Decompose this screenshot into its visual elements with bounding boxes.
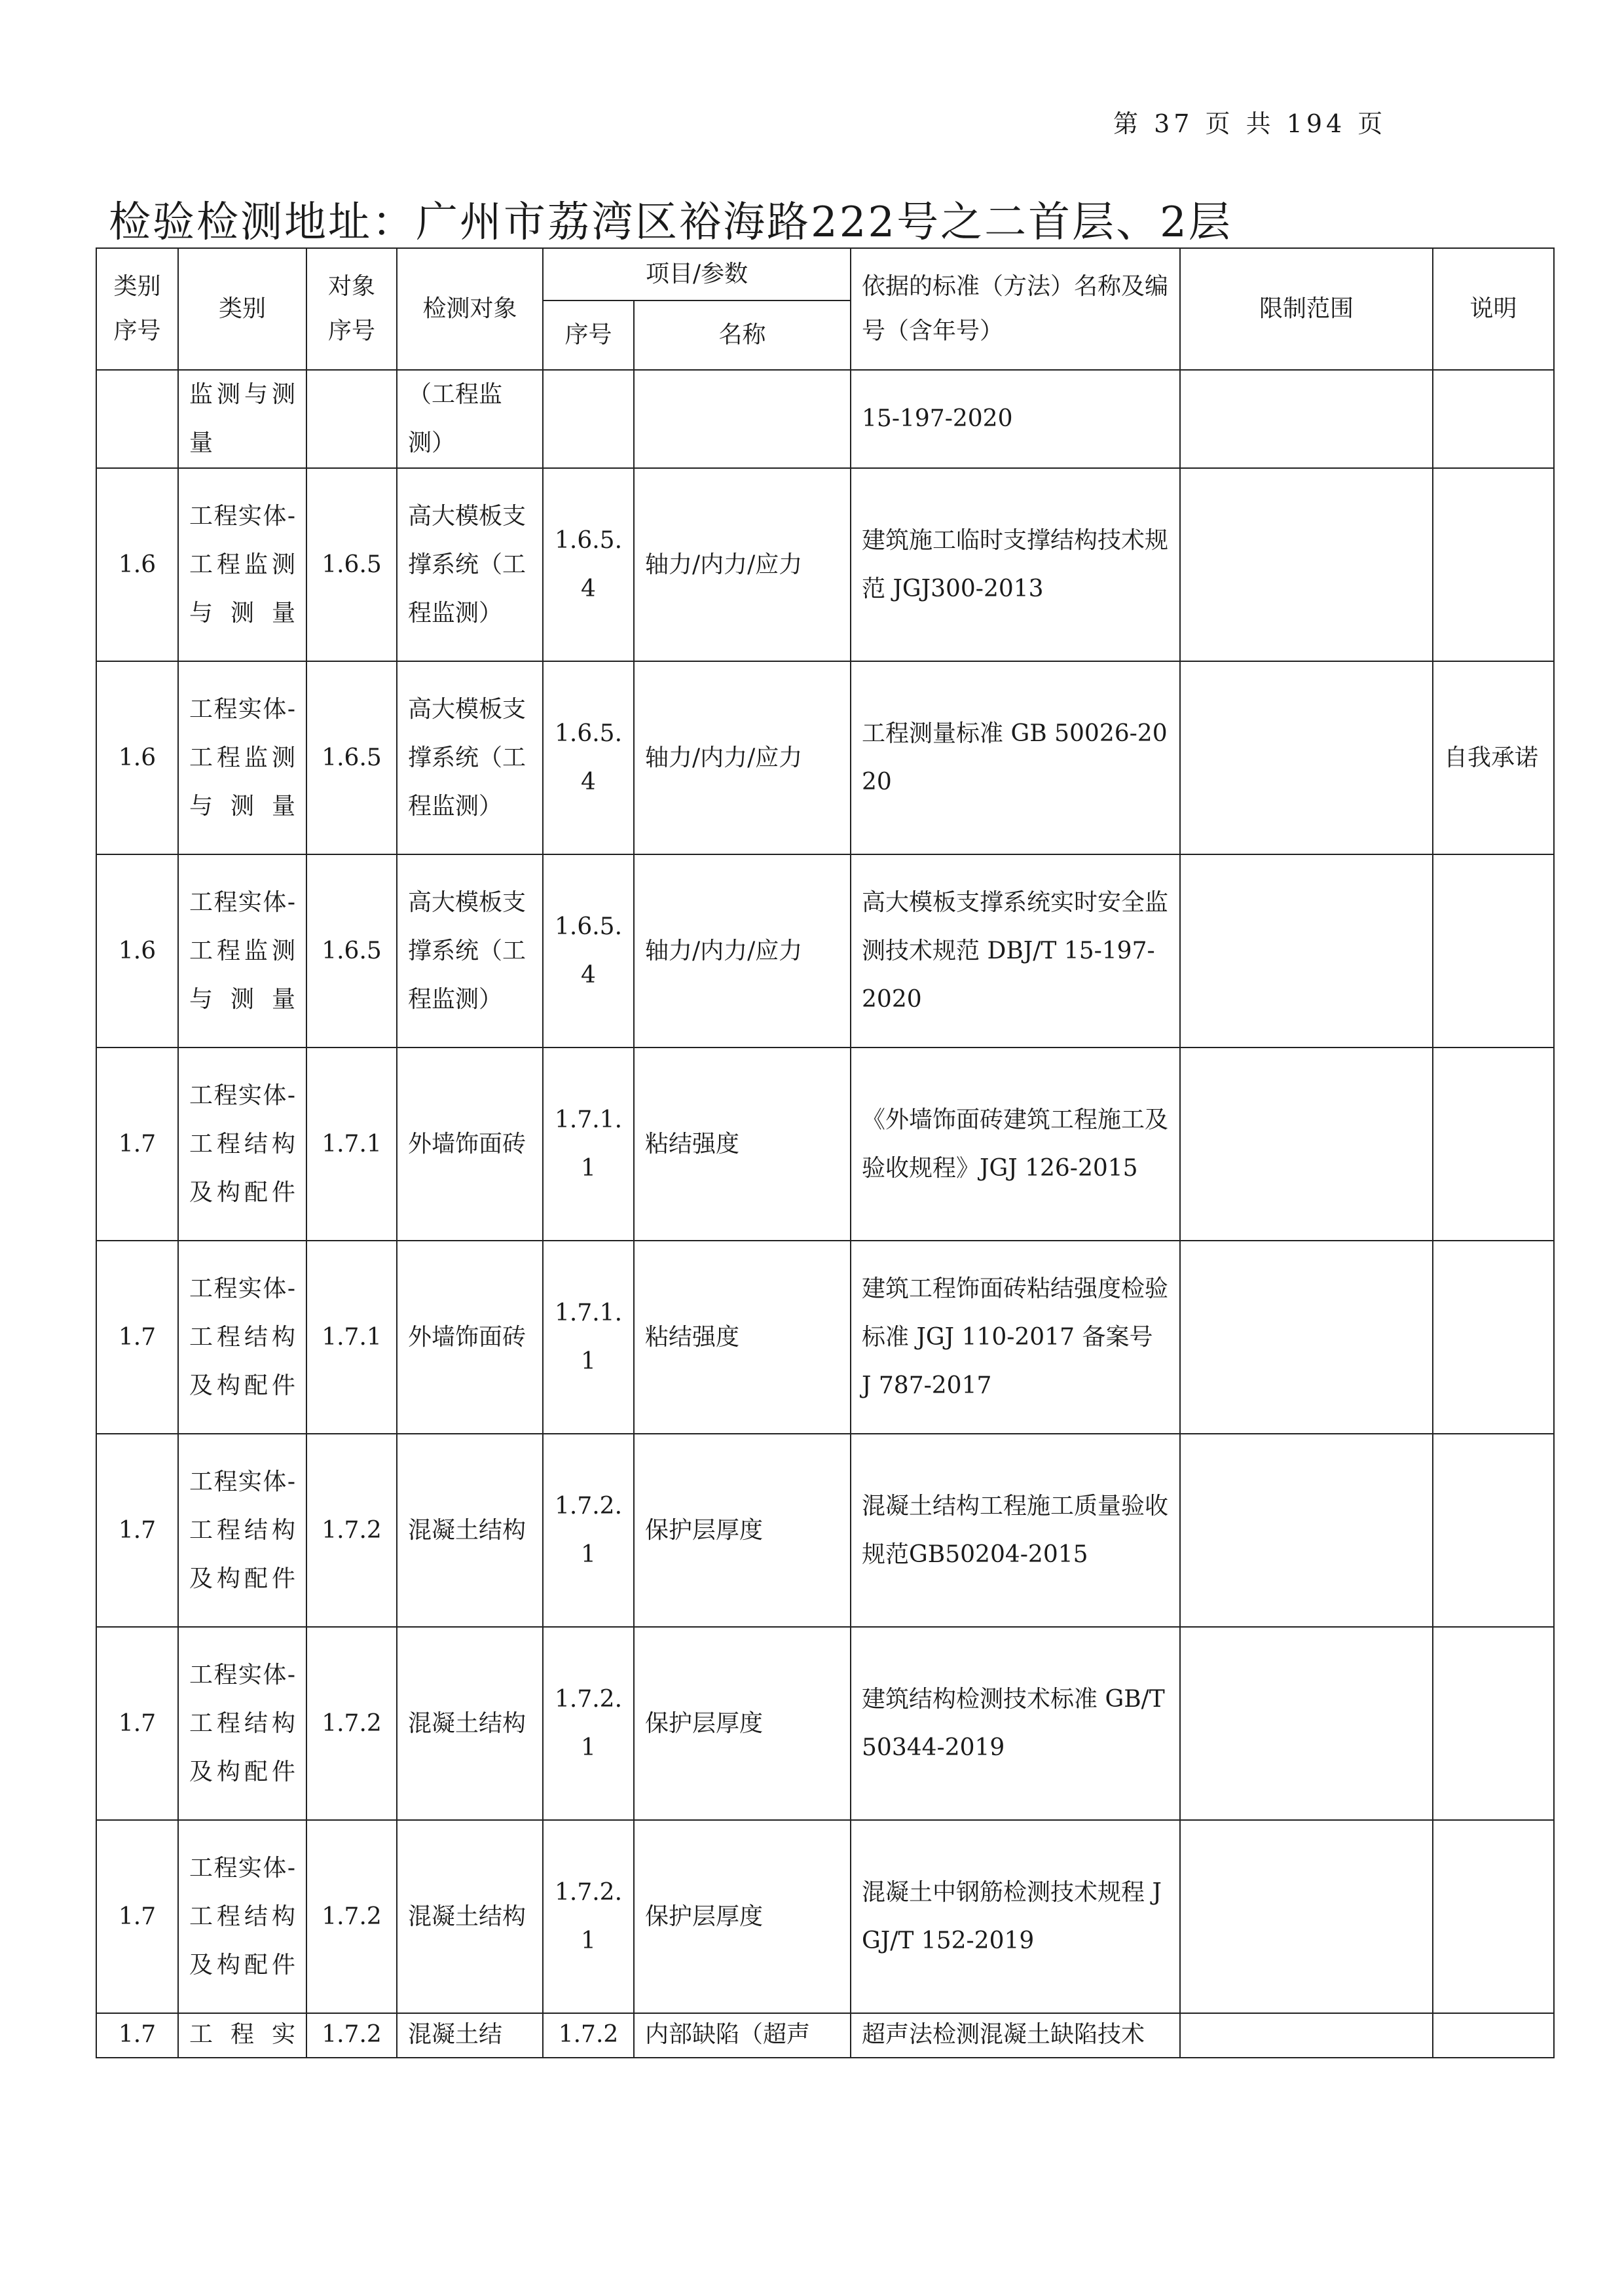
cell-standard: 《外墙饰面砖建筑工程施工及验收规程》JGJ 126-2015: [851, 1048, 1180, 1241]
cell-category: 工程实体-工程监测与测量: [178, 468, 306, 661]
cell-category-no: 1.7: [96, 1241, 178, 1434]
cell-category: 工程实体-工程结构及构配件: [178, 1241, 306, 1434]
cell-note: [1433, 2013, 1554, 2058]
cell-category-no: 1.6: [96, 468, 178, 661]
table-row: [96, 1048, 1554, 1241]
cell-note: [1433, 854, 1554, 1048]
header-object: 检测对象: [397, 248, 543, 370]
cell-object-no: 1.6.5: [306, 661, 397, 854]
cell-item-no: [543, 370, 634, 468]
testing-address: 检验检测地址：广州市荔湾区裕海路222号之二首层、2层: [109, 198, 1232, 247]
cell-standard: 15-197-2020: [851, 370, 1180, 468]
cell-object: 混凝土结: [397, 2013, 543, 2058]
cell-category: 工程实体-工程结构及构配件: [178, 1048, 306, 1241]
cell-standard: 高大模板支撑系统实时安全监测技术规范 DBJ/T 15-197-2020: [851, 854, 1180, 1048]
cell-category: 监测与测量: [178, 370, 306, 468]
cell-limit: [1180, 854, 1433, 1048]
cell-item-name: 保护层厚度: [634, 1627, 851, 1820]
table-row: [96, 1627, 1554, 1820]
cell-item-no: 1.7.2.1: [543, 1434, 634, 1627]
cell-item-name: 粘结强度: [634, 1241, 851, 1434]
cell-item-name: 保护层厚度: [634, 1820, 851, 2013]
cell-note: [1433, 1820, 1554, 2013]
cell-object: （工程监测）: [397, 370, 543, 468]
cell-category-no: 1.7: [96, 1434, 178, 1627]
cell-item-name: 粘结强度: [634, 1048, 851, 1241]
table-row-partial: [96, 2013, 1554, 2058]
cell-item-no: 1.6.5.4: [543, 661, 634, 854]
cell-item-name: 轴力/内力/应力: [634, 854, 851, 1048]
table-row: [96, 854, 1554, 1048]
cell-item-no: 1.6.5.4: [543, 854, 634, 1048]
cell-limit: [1180, 1820, 1433, 2013]
cell-object: 高大模板支撑系统（工程监测）: [397, 854, 543, 1048]
cell-item-no: 1.7.2.1: [543, 1820, 634, 2013]
header-object-no: 对象序号: [306, 248, 397, 370]
cell-category-no: [96, 370, 178, 468]
header-category: 类别: [178, 248, 306, 370]
table-row: [96, 661, 1554, 854]
cell-category-no: 1.7: [96, 2013, 178, 2058]
cell-category: 工程实体-工程结构及构配件: [178, 1434, 306, 1627]
cell-object: 混凝土结构: [397, 1434, 543, 1627]
cell-item-name: [634, 370, 851, 468]
cell-note: [1433, 1241, 1554, 1434]
cell-category-no: 1.7: [96, 1048, 178, 1241]
cell-limit: [1180, 468, 1433, 661]
cell-item-name: 轴力/内力/应力: [634, 468, 851, 661]
cell-category: 工程实体-工程监测与测量: [178, 661, 306, 854]
cell-item-no: 1.7.2: [543, 2013, 634, 2058]
cell-limit: [1180, 370, 1433, 468]
cell-limit: [1180, 1048, 1433, 1241]
cell-category-no: 1.6: [96, 854, 178, 1048]
header-standard: 依据的标准（方法）名称及编号（含年号）: [851, 248, 1180, 370]
cell-object-no: 1.7.2: [306, 1434, 397, 1627]
cell-note: [1433, 1048, 1554, 1241]
cell-standard: 建筑施工临时支撑结构技术规范 JGJ300-2013: [851, 468, 1180, 661]
cell-object: 混凝土结构: [397, 1820, 543, 2013]
header-item-name: 名称: [634, 301, 851, 370]
cell-standard: 混凝土结构工程施工质量验收规范GB50204-2015: [851, 1434, 1180, 1627]
cell-note: 自我承诺: [1433, 661, 1554, 854]
cell-object: 高大模板支撑系统（工程监测）: [397, 661, 543, 854]
cell-object-no: 1.7.2: [306, 1820, 397, 2013]
cell-object: 高大模板支撑系统（工程监测）: [397, 468, 543, 661]
cell-object-no: [306, 370, 397, 468]
cell-object-no: 1.7.1: [306, 1048, 397, 1241]
header-item-no: 序号: [543, 301, 634, 370]
page-number: 第 37 页 共 194 页: [1113, 109, 1387, 138]
cell-item-no: 1.6.5.4: [543, 468, 634, 661]
scope-table: [96, 247, 1555, 2058]
header-note: 说明: [1433, 248, 1554, 370]
cell-limit: [1180, 1627, 1433, 1820]
header-category-no: 类别序号: [96, 248, 178, 370]
cell-item-name: 轴力/内力/应力: [634, 661, 851, 854]
cell-category: 工程实体-工程结构及构配件: [178, 1820, 306, 2013]
cell-note: [1433, 1627, 1554, 1820]
table-row: [96, 1820, 1554, 2013]
header-item-group: 项目/参数: [543, 248, 851, 301]
cell-standard: 工程测量标准 GB 50026-2020: [851, 661, 1180, 854]
cell-standard: 建筑工程饰面砖粘结强度检验标准 JGJ 110-2017 备案号 J 787-2017: [851, 1241, 1180, 1434]
cell-category: 工程实体-工程结构及构配件: [178, 1627, 306, 1820]
cell-note: [1433, 1434, 1554, 1627]
cell-item-no: 1.7.2.1: [543, 1627, 634, 1820]
cell-note: [1433, 370, 1554, 468]
cell-standard: 建筑结构检测技术标准 GB/T 50344-2019: [851, 1627, 1180, 1820]
cell-object-no: 1.6.5: [306, 854, 397, 1048]
cell-category-no: 1.7: [96, 1627, 178, 1820]
cell-category-no: 1.6: [96, 661, 178, 854]
table-row: [96, 468, 1554, 661]
cell-item-no: 1.7.1.1: [543, 1241, 634, 1434]
cell-standard: 混凝土中钢筋检测技术规程 JGJ/T 152-2019: [851, 1820, 1180, 2013]
cell-item-no: 1.7.1.1: [543, 1048, 634, 1241]
cell-limit: [1180, 1241, 1433, 1434]
cell-object: 外墙饰面砖: [397, 1241, 543, 1434]
table-row: [96, 1434, 1554, 1627]
cell-item-name: 保护层厚度: [634, 1434, 851, 1627]
cell-note: [1433, 468, 1554, 661]
cell-object-no: 1.7.2: [306, 2013, 397, 2058]
cell-standard: 超声法检测混凝土缺陷技术: [851, 2013, 1180, 2058]
cell-limit: [1180, 1434, 1433, 1627]
cell-category-no: 1.7: [96, 1820, 178, 2013]
header-limit: 限制范围: [1180, 248, 1433, 370]
cell-object: 外墙饰面砖: [397, 1048, 543, 1241]
table-row-continued: [96, 370, 1554, 468]
cell-object-no: 1.7.1: [306, 1241, 397, 1434]
cell-item-name: 内部缺陷（超声: [634, 2013, 851, 2058]
cell-object-no: 1.6.5: [306, 468, 397, 661]
cell-category: 工程实体-工程监测与测量: [178, 854, 306, 1048]
cell-category: 工程实: [178, 2013, 306, 2058]
cell-limit: [1180, 661, 1433, 854]
cell-object: 混凝土结构: [397, 1627, 543, 1820]
table-row: [96, 1241, 1554, 1434]
cell-object-no: 1.7.2: [306, 1627, 397, 1820]
cell-limit: [1180, 2013, 1433, 2058]
